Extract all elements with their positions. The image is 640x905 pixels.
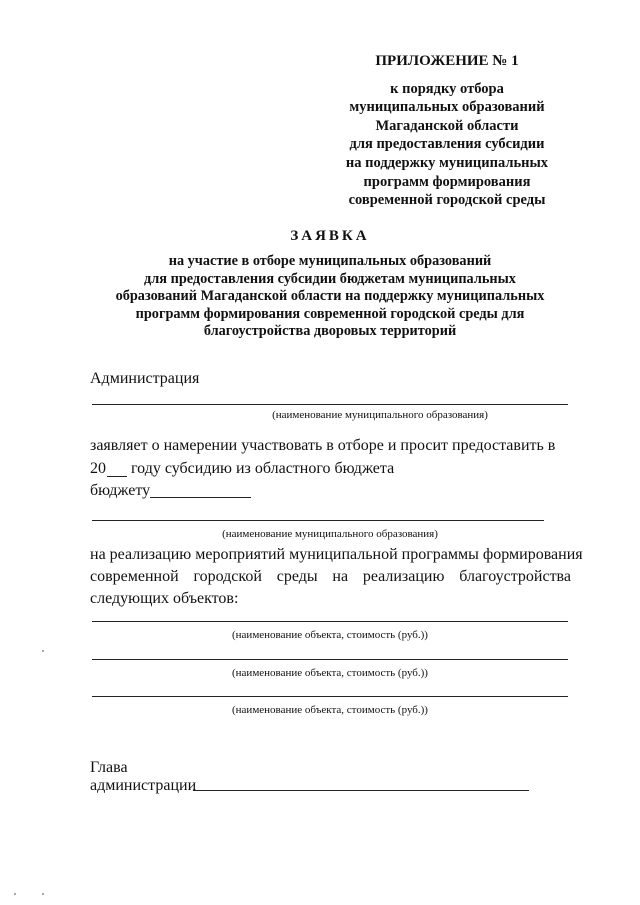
municipality-name-field-2[interactable] xyxy=(92,520,544,521)
appendix-line: муниципальных образований xyxy=(349,99,545,116)
subtitle-line: благоустройства дворовых территорий xyxy=(203,323,457,340)
budget-label: бюджету xyxy=(90,482,151,499)
document-subtitle xyxy=(90,253,570,341)
purpose-line-1: на реализацию мероприятий муниципальной программы формирования xyxy=(90,546,583,563)
purpose-line-3: следующих объектов: xyxy=(90,590,239,607)
municipality-caption-2: (наименование муниципального образования) xyxy=(222,528,438,540)
appendix-line: к порядку отбора xyxy=(390,80,504,97)
signature-field[interactable] xyxy=(193,790,529,791)
statement-line-1: заявляет о намерении участвовать в отборе и просит предоставить в xyxy=(90,437,556,454)
appendix-line: для предоставления субсидии xyxy=(349,136,545,153)
budget-field[interactable] xyxy=(150,497,251,498)
scan-speck xyxy=(42,650,44,652)
document-title: ЗАЯВКА xyxy=(290,228,370,244)
signature-title-line-2: администрации xyxy=(90,777,197,794)
year-suffix: году субсидию из областного бюджета xyxy=(131,460,395,477)
administration-label: Администрация xyxy=(90,370,200,387)
subtitle-line: на участие в отборе муниципальных образований xyxy=(168,253,492,269)
appendix-heading: ПРИЛОЖЕНИЕ № 1 xyxy=(375,53,519,69)
object-field-3[interactable] xyxy=(92,696,568,697)
scan-speck xyxy=(42,893,44,895)
municipality-caption-1: (наименование муниципального образования) xyxy=(272,409,488,421)
appendix-line: Магаданской области xyxy=(375,117,519,134)
scan-speck xyxy=(14,893,16,895)
object-caption-1: (наименование объекта, стоимость (руб.)) xyxy=(232,629,428,641)
object-field-1[interactable] xyxy=(92,621,568,622)
appendix-line: на поддержку муниципальных xyxy=(345,154,549,171)
subtitle-line: для предоставления субсидии бюджетам муниципальных xyxy=(144,270,516,287)
appendix-line: программ формирования xyxy=(363,173,531,190)
object-caption-3: (наименование объекта, стоимость (руб.)) xyxy=(232,704,428,716)
subtitle-line: образований Магаданской области на поддержку муниципальных xyxy=(115,288,545,305)
object-field-2[interactable] xyxy=(92,659,568,660)
year-prefix: 20 xyxy=(90,460,106,477)
subtitle-line: программ формирования современной городской среды для xyxy=(135,305,525,322)
purpose-line-2: современной городской среды на реализацию благоустройства xyxy=(90,568,571,585)
object-caption-2: (наименование объекта, стоимость (руб.)) xyxy=(232,667,428,679)
municipality-name-field-1[interactable] xyxy=(92,404,568,405)
appendix-line: современной городской среды xyxy=(348,192,546,209)
year-field[interactable] xyxy=(107,476,127,477)
signature-title-line-1: Глава xyxy=(90,759,128,776)
appendix-header xyxy=(330,52,564,210)
